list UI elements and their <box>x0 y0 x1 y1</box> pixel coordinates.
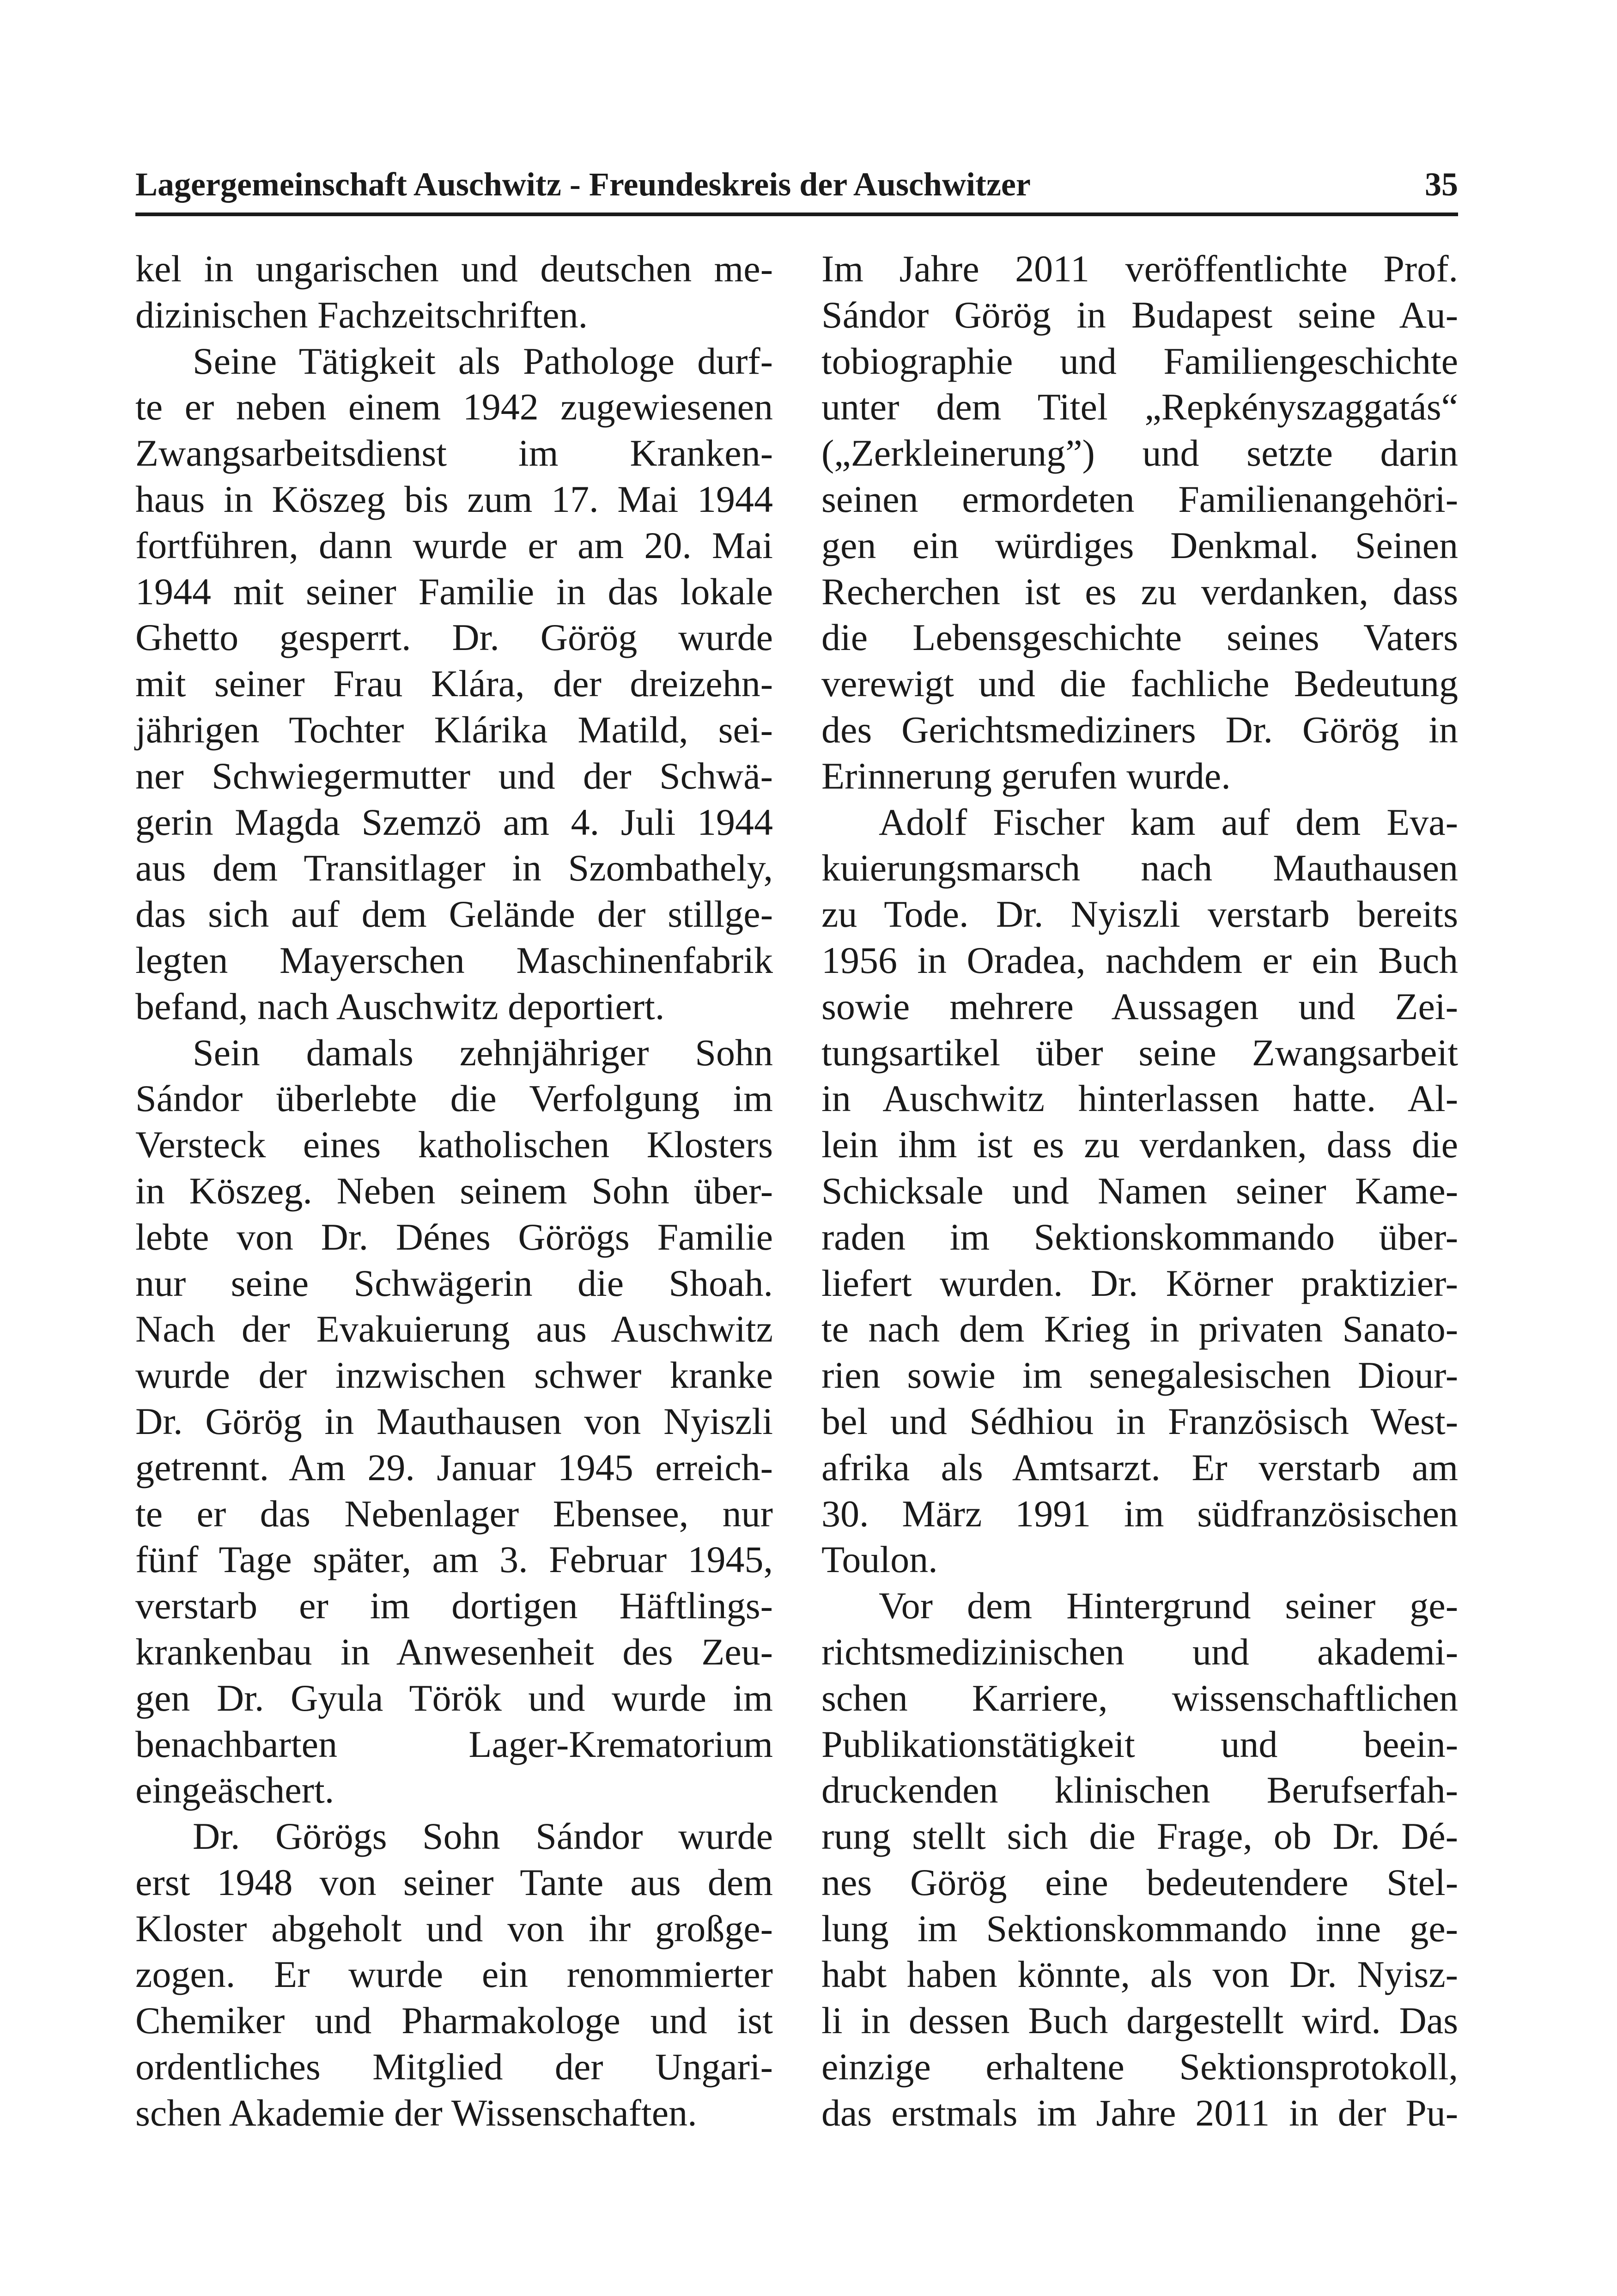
paragraph <box>135 1030 773 1814</box>
text-line: rung stellt sich die Frage, ob Dr. Dé- <box>821 1815 1458 1858</box>
text-line: die Lebensgeschichte seines Vaters <box>821 616 1458 659</box>
text-line: in Köszeg. Neben seinem Sohn über- <box>135 1169 773 1212</box>
text-line: raden im Sektionskommando über- <box>821 1215 1458 1258</box>
text-line: Im Jahre 2011 veröffentlichte Prof. <box>821 248 1458 290</box>
text-line: verewigt und die fachliche Bedeutung <box>821 662 1458 705</box>
text-line: Zwangsarbeitsdienst im Kranken- <box>135 432 773 474</box>
text-line: getrennt. Am 29. Januar 1945 erreich- <box>135 1446 773 1488</box>
text-line: in Auschwitz hinterlassen hatte. Al- <box>821 1077 1458 1120</box>
text-line: Ghetto gesperrt. Dr. Görög wurde <box>135 616 773 659</box>
text-line: Versteck eines katholischen Klosters <box>135 1124 773 1166</box>
text-line: Toulon. <box>821 1538 938 1581</box>
text-line: schen Akademie der Wissenschaften. <box>135 2091 697 2134</box>
text-line: Recherchen ist es zu verdanken, dass <box>821 570 1458 613</box>
text-line: zu Tode. Dr. Nyiszli verstarb bereits <box>821 893 1458 935</box>
paragraph <box>821 799 1458 1583</box>
text-line: Sein damals zehnjähriger Sohn <box>193 1031 773 1074</box>
text-line: („Zerkleinerung”) und setzte darin <box>821 432 1458 474</box>
text-line: legten Mayerschen Maschinenfabrik <box>135 939 773 981</box>
text-line: benachbarten Lager-Krematorium <box>135 1723 773 1765</box>
text-line: Publikationstätigkeit und beein- <box>821 1723 1458 1765</box>
text-line: afrika als Amtsarzt. Er verstarb am <box>821 1446 1458 1488</box>
text-line: 1944 mit seiner Familie in das lokale <box>135 570 773 613</box>
text-line: nes Görög eine bedeutendere Stel- <box>821 1861 1458 1903</box>
text-line: seinen ermordeten Familienangehöri- <box>821 478 1458 520</box>
text-line: einzige erhaltene Sektionsprotokoll, <box>821 2046 1458 2088</box>
text-line: schen Karriere, wissenschaftlichen <box>821 1676 1458 1719</box>
text-line: lung im Sektionskommando inne ge- <box>821 1907 1458 1950</box>
text-line: lein ihm ist es zu verdanken, dass die <box>821 1124 1458 1166</box>
text-line: Dr. Görögs Sohn Sándor wurde <box>193 1815 773 1858</box>
text-line: bel und Sédhiou in Französisch West- <box>821 1400 1458 1442</box>
text-line: das erstmals im Jahre 2011 in der Pu- <box>821 2091 1458 2134</box>
text-line: dizinischen Fachzeitschriften. <box>135 293 588 336</box>
text-line: Erinnerung gerufen wurde. <box>821 754 1231 797</box>
text-line: kel in ungarischen und deutschen me- <box>135 248 773 290</box>
text-line: li in dessen Buch dargestellt wird. Das <box>821 1999 1458 2042</box>
text-line: erst 1948 von seiner Tante aus dem <box>135 1861 773 1903</box>
paragraph <box>135 338 773 1030</box>
text-line: sowie mehrere Aussagen und Zei- <box>821 985 1458 1027</box>
paragraph <box>821 246 1458 799</box>
text-line: Schicksale und Namen seiner Kame- <box>821 1169 1458 1212</box>
right-column <box>821 246 1458 2136</box>
text-line: Kloster abgeholt und von ihr großge- <box>135 1907 773 1950</box>
paragraph <box>821 1583 1458 2136</box>
text-line: fortführen, dann wurde er am 20. Mai <box>135 524 773 566</box>
text-line: habt haben könnte, als von Dr. Nyisz- <box>821 1953 1458 1996</box>
text-line: fünf Tage später, am 3. Februar 1945, <box>135 1538 773 1581</box>
text-line: zogen. Er wurde ein renommierter <box>135 1953 773 1996</box>
paragraph <box>135 246 773 338</box>
text-line: Nach der Evakuierung aus Auschwitz <box>135 1308 773 1350</box>
paragraph <box>135 1813 773 2136</box>
text-line: unter dem Titel „Repkényszaggatás“ <box>821 386 1458 428</box>
text-line: krankenbau in Anwesenheit des Zeu- <box>135 1630 773 1673</box>
text-line: te nach dem Krieg in privaten Sanato- <box>821 1308 1458 1350</box>
text-line: gerin Magda Szemzö am 4. Juli 1944 <box>135 801 773 843</box>
text-line: eingeäschert. <box>135 1769 334 1811</box>
text-line: te er das Nebenlager Ebensee, nur <box>135 1492 773 1535</box>
text-line: kuierungsmarsch nach Mauthausen <box>821 847 1458 889</box>
running-header <box>135 152 1458 213</box>
text-line: druckenden klinischen Berufserfah- <box>821 1769 1458 1811</box>
left-column <box>135 246 773 2136</box>
page-number: 35 <box>1425 166 1458 203</box>
text-line: gen Dr. Gyula Török und wurde im <box>135 1676 773 1719</box>
text-line: jährigen Tochter Klárika Matild, sei- <box>135 708 773 751</box>
text-line: Sándor überlebte die Verfolgung im <box>135 1077 773 1120</box>
text-line: Sándor Görög in Budapest seine Au- <box>821 293 1458 336</box>
text-line: das sich auf dem Gelände der stillge- <box>135 893 773 935</box>
text-line: Seine Tätigkeit als Pathologe durf- <box>193 340 773 382</box>
text-line: tungsartikel über seine Zwangsarbeit <box>821 1031 1458 1074</box>
text-line: gen ein würdiges Denkmal. Seinen <box>821 524 1458 566</box>
text-line: wurde der inzwischen schwer kranke <box>135 1354 773 1397</box>
header-rule <box>135 213 1458 216</box>
text-line: 30. März 1991 im südfranzösischen <box>821 1492 1458 1535</box>
text-line: liefert wurden. Dr. Körner praktizier- <box>821 1262 1458 1304</box>
text-line: haus in Köszeg bis zum 17. Mai 1944 <box>135 478 773 520</box>
text-line: befand, nach Auschwitz deportiert. <box>135 985 665 1027</box>
text-line: tobiographie und Familiengeschichte <box>821 340 1458 382</box>
text-line: des Gerichtsmediziners Dr. Görög in <box>821 708 1458 751</box>
text-line: mit seiner Frau Klára, der dreizehn- <box>135 662 773 705</box>
text-line: Chemiker und Pharmakologe und ist <box>135 1999 773 2042</box>
text-line: Adolf Fischer kam auf dem Eva- <box>879 801 1458 843</box>
text-line: ordentliches Mitglied der Ungari- <box>135 2046 773 2088</box>
text-line: lebte von Dr. Dénes Görögs Familie <box>135 1215 773 1258</box>
text-line: aus dem Transitlager in Szombathely, <box>135 847 773 889</box>
text-line: ner Schwiegermutter und der Schwä- <box>135 754 773 797</box>
text-line: te er neben einem 1942 zugewiesenen <box>135 386 773 428</box>
header-title: Lagergemeinschaft Auschwitz - Freundeskreis der Auschwitzer <box>135 166 1031 203</box>
text-line: nur seine Schwägerin die Shoah. <box>135 1262 773 1304</box>
text-line: verstarb er im dortigen Häftlings- <box>135 1585 773 1627</box>
text-line: 1956 in Oradea, nachdem er ein Buch <box>821 939 1458 981</box>
text-line: richtsmedizinischen und akademi- <box>821 1630 1458 1673</box>
text-line: rien sowie im senegalesischen Diour- <box>821 1354 1458 1397</box>
text-line: Vor dem Hintergrund seiner ge- <box>879 1585 1458 1627</box>
text-line: Dr. Görög in Mauthausen von Nyiszli <box>135 1400 773 1442</box>
